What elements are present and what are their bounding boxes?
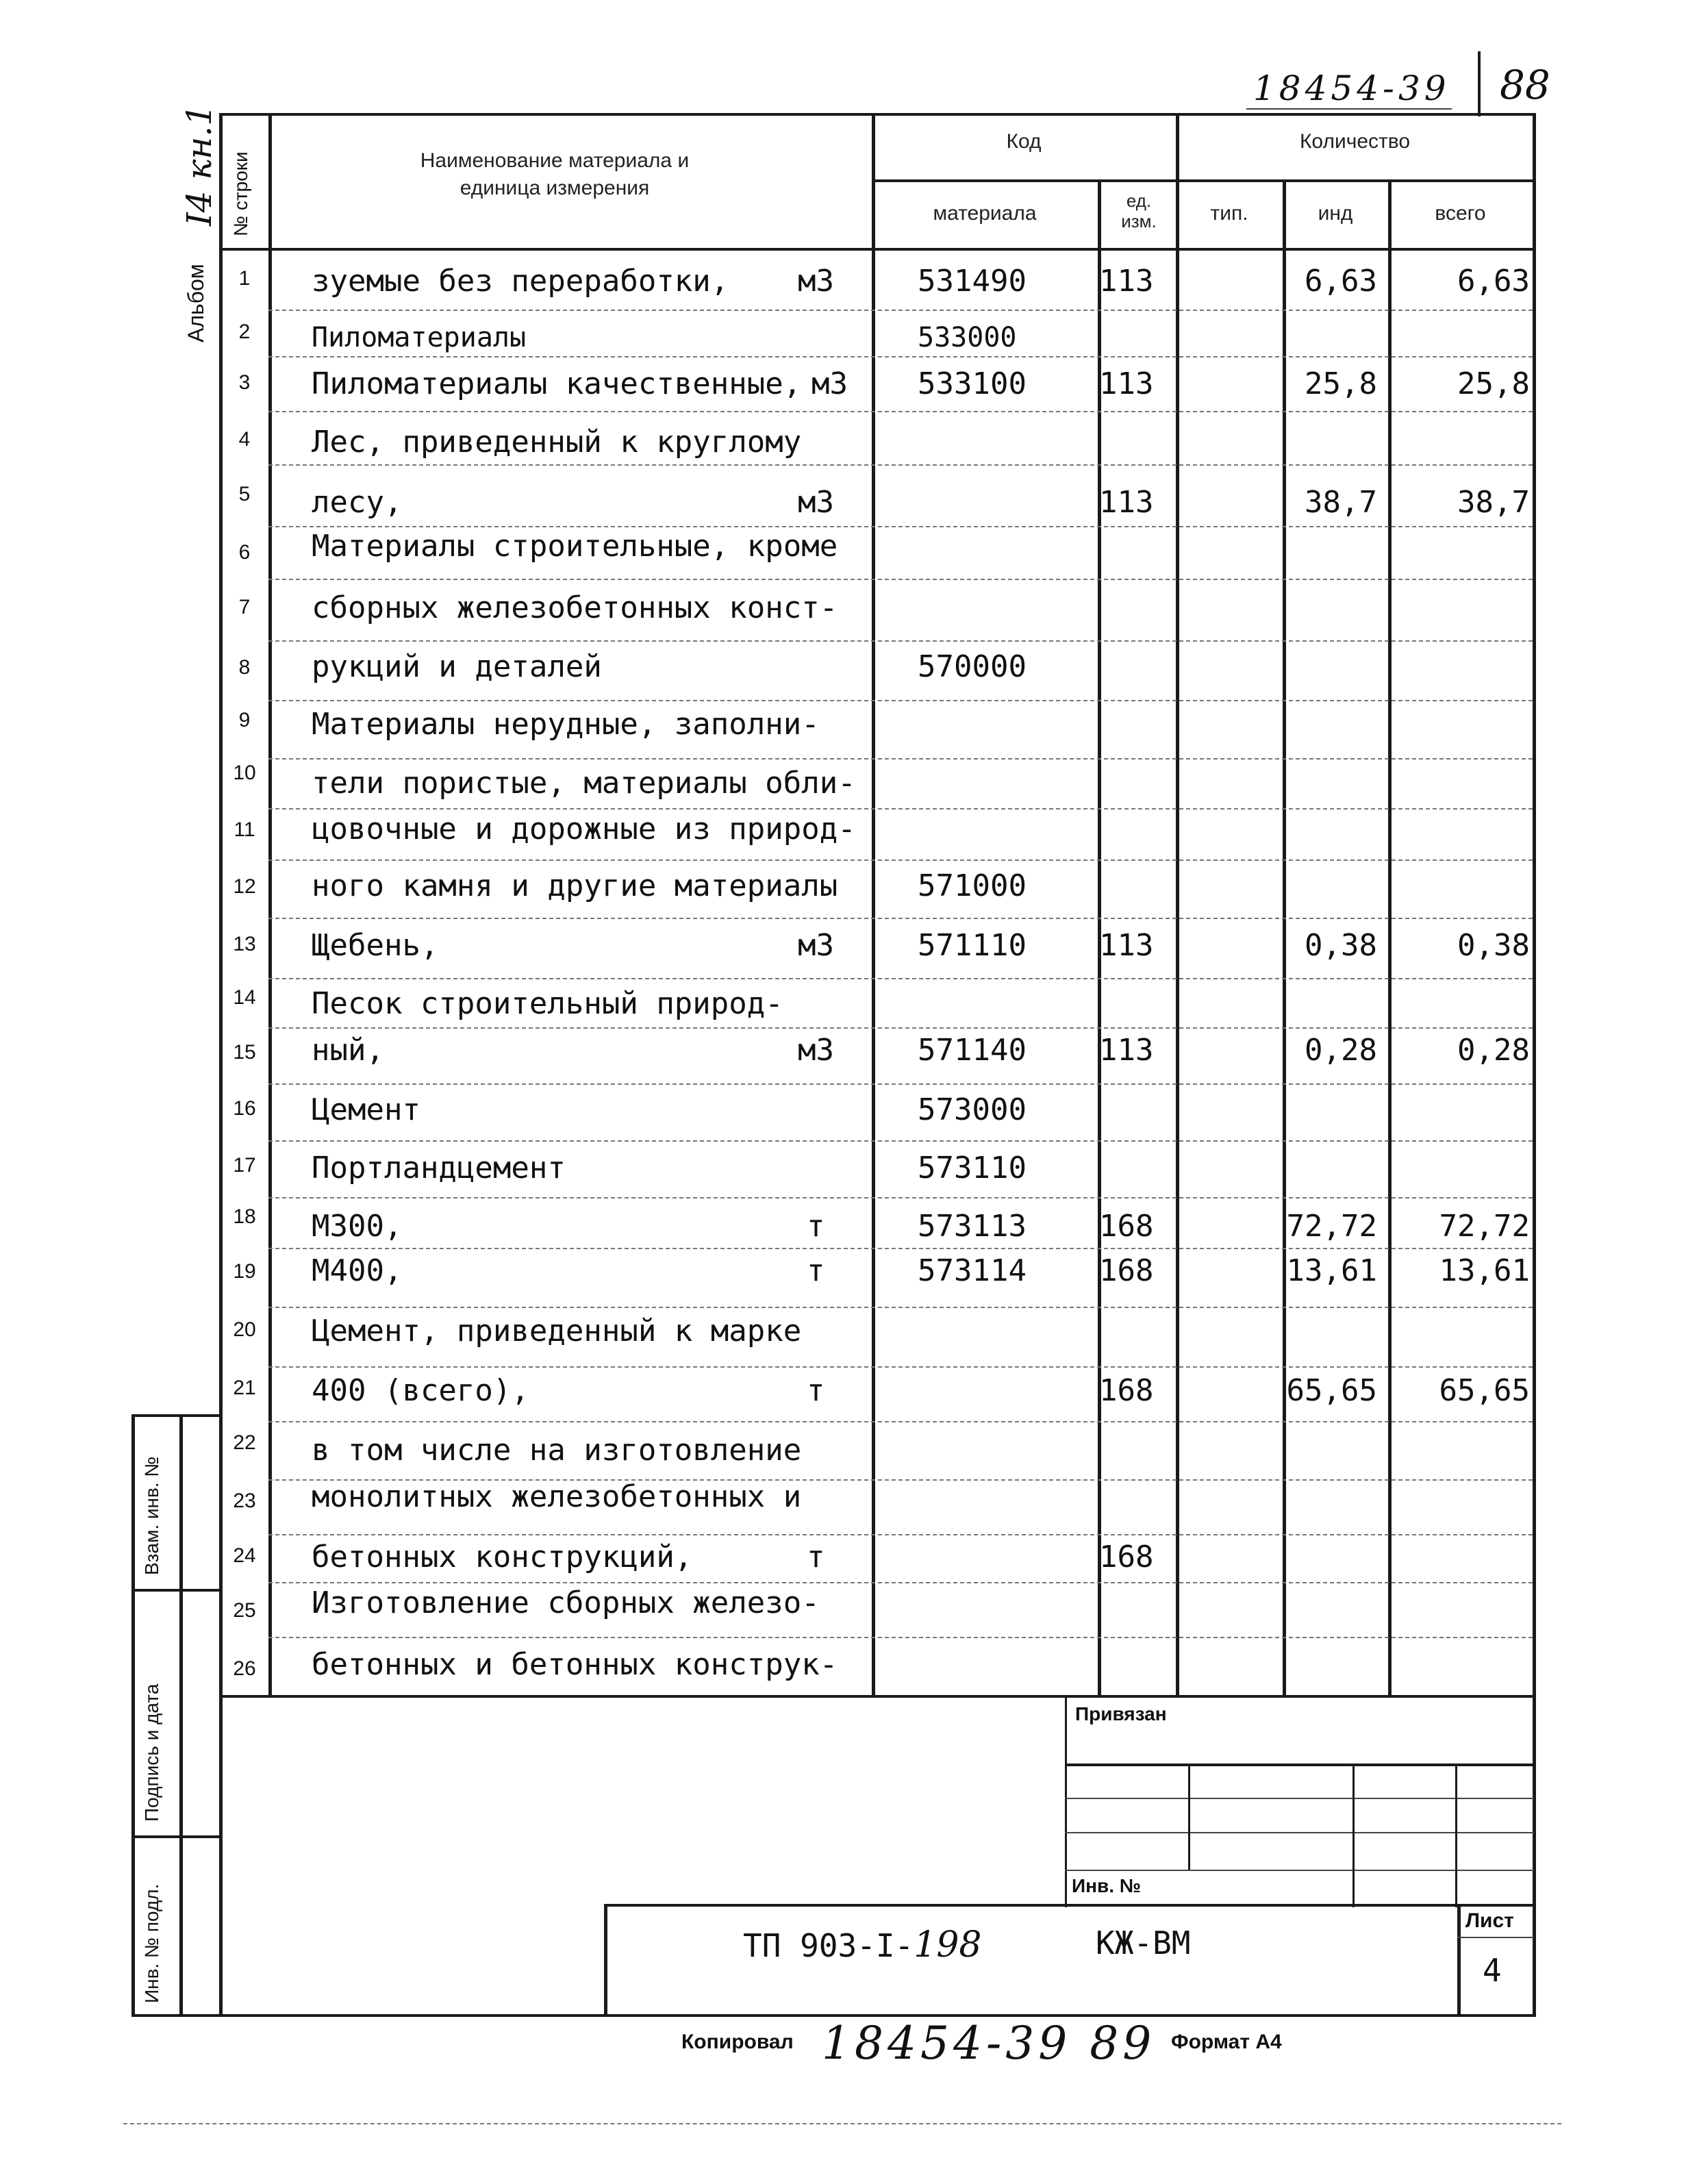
- side-stamp-mid-border: [179, 1414, 183, 2017]
- unit-code: 168: [1099, 1373, 1154, 1408]
- row-number: 22: [233, 1431, 256, 1454]
- side-stamp-sep1: [131, 1589, 221, 1592]
- row-sep: [268, 310, 1533, 311]
- header-quantity: Количество: [1299, 130, 1411, 153]
- unit: т: [807, 1253, 825, 1288]
- side-stamp-podpis: Подпись и дата: [141, 1683, 162, 1822]
- qty-ind: 65,65: [1286, 1373, 1377, 1408]
- material-code: 531490: [918, 264, 1027, 299]
- row-sep: [268, 1582, 1533, 1583]
- row-sep: [268, 1534, 1533, 1535]
- row-number: 9: [238, 709, 251, 731]
- doc-code: [743, 1924, 982, 1966]
- material-code: 571110: [918, 928, 1027, 963]
- doc-mark: КЖ-ВМ: [1096, 1924, 1191, 1961]
- album-label: Альбом: [184, 264, 208, 342]
- row-number: 6: [238, 541, 251, 564]
- material-name: монолитных железобетонных и: [312, 1479, 802, 1514]
- material-name: Изготовление сборных железо-: [312, 1585, 820, 1620]
- row-number: 3: [238, 371, 251, 394]
- col-sep-typ: [1283, 179, 1286, 1696]
- privyazan-grid-line: [1065, 1870, 1534, 1871]
- privyazan-grid-col: [1352, 1763, 1355, 1907]
- row-sep: [268, 1248, 1533, 1249]
- row-number: 16: [233, 1097, 256, 1120]
- row-sep: [268, 1027, 1533, 1029]
- sheet-corner-number: 88: [1500, 62, 1550, 108]
- unit: м3: [798, 928, 834, 963]
- material-name: ный,: [312, 1033, 384, 1068]
- material-name: рукций и деталей: [312, 649, 602, 684]
- qty-total: 38,7: [1457, 485, 1530, 520]
- row-number: 13: [233, 933, 256, 955]
- qty-total: 72,72: [1439, 1209, 1530, 1244]
- qty-total: 0,38: [1457, 928, 1530, 963]
- row-sep: [268, 1366, 1533, 1368]
- material-name: Цемент: [312, 1092, 420, 1127]
- row-sep: [268, 1637, 1533, 1638]
- copied-value: 18454-39 89: [822, 2017, 1156, 2070]
- row-sep: [268, 859, 1533, 861]
- row-sep: [268, 640, 1533, 642]
- row-number: 11: [234, 818, 255, 841]
- side-stamp-left-border: [131, 1414, 135, 2017]
- table-body-bottom: [219, 1695, 1534, 1698]
- album-value: I4 кн.1: [179, 104, 219, 226]
- row-number: 26: [233, 1657, 256, 1680]
- material-name: М400,: [312, 1253, 403, 1288]
- row-sep: [268, 356, 1533, 357]
- row-number: 17: [233, 1154, 256, 1177]
- doc-block-left: [604, 1904, 607, 2015]
- material-code: 533100: [918, 366, 1027, 401]
- material-code: 573110: [918, 1151, 1027, 1185]
- material-name: цовочные и дорожные из природ-: [312, 812, 856, 846]
- header-qty-ind: инд: [1318, 202, 1353, 225]
- privyazan-grid-col: [1188, 1763, 1190, 1870]
- material-name: зуемые без переработки,: [312, 264, 729, 299]
- table-right-border: [1533, 113, 1536, 2017]
- material-code: 533000: [918, 322, 1017, 353]
- top-number-underline: [1246, 108, 1452, 110]
- row-number: 19: [233, 1260, 256, 1283]
- material-name: Лес, приведенный к круглому: [312, 425, 802, 460]
- material-name: Материалы строительные, кроме: [312, 529, 838, 564]
- qty-ind: 13,61: [1286, 1253, 1377, 1288]
- list-block-sep: [1457, 1937, 1534, 1938]
- row-number: 5: [238, 483, 251, 505]
- material-code: 570000: [918, 649, 1027, 684]
- side-stamp-inv-podl: Инв. № подл.: [141, 1883, 162, 2003]
- row-number: 15: [233, 1041, 256, 1064]
- list-label: Лист: [1465, 1909, 1514, 1932]
- col-sep-ed: [1176, 113, 1179, 1696]
- qty-ind: 0,38: [1305, 928, 1377, 963]
- row-sep: [268, 526, 1533, 527]
- qty-total: 25,8: [1457, 366, 1530, 401]
- material-name: Материалы нерудные, заполни-: [312, 707, 820, 742]
- row-number: 4: [238, 428, 251, 451]
- row-sep: [268, 1083, 1533, 1085]
- row-number: 8: [238, 656, 251, 679]
- row-number: 7: [238, 596, 251, 618]
- row-number: 23: [233, 1490, 256, 1512]
- unit: м3: [798, 264, 834, 299]
- row-number: 18: [233, 1205, 256, 1228]
- material-name: бетонных конструкций,: [312, 1540, 693, 1574]
- inv-no-label: Инв. №: [1072, 1875, 1142, 1896]
- unit-code: 113: [1099, 485, 1154, 520]
- material-code: 571140: [918, 1033, 1027, 1068]
- unit: т: [807, 1373, 825, 1408]
- row-sep: [268, 700, 1533, 701]
- material-name: Цемент, приведенный к марке: [312, 1314, 802, 1348]
- material-name: Песок строительный природ-: [312, 986, 783, 1021]
- material-code: 571000: [918, 868, 1027, 903]
- header-mid-line: [872, 179, 1534, 182]
- col-sep-rownum: [268, 113, 272, 1696]
- material-name: Портландцемент: [312, 1151, 566, 1185]
- list-value: 4: [1483, 1952, 1502, 1989]
- row-number: 10: [233, 762, 256, 784]
- unit-code: 168: [1099, 1253, 1154, 1288]
- header-code: Код: [1006, 130, 1042, 153]
- unit: м3: [798, 485, 834, 520]
- unit: м3: [811, 366, 848, 401]
- row-sep: [268, 411, 1533, 412]
- material-name: М300,: [312, 1209, 403, 1244]
- material-name: тели пористые, материалы обли-: [312, 766, 856, 801]
- material-name: бетонных и бетонных конструк-: [312, 1647, 838, 1682]
- unit-code: 168: [1099, 1209, 1154, 1244]
- unit: м3: [798, 1033, 834, 1068]
- header-qty-typ: тип.: [1210, 202, 1248, 225]
- qty-total: 6,63: [1457, 264, 1530, 299]
- row-number: 2: [238, 321, 251, 343]
- row-number: 25: [233, 1599, 256, 1622]
- material-name: Щебень,: [312, 928, 439, 963]
- header-code-material: материала: [933, 202, 1037, 225]
- table-top-border: [219, 113, 1535, 116]
- row-sep: [268, 758, 1533, 760]
- material-name: Пиломатериалы качественные,: [312, 366, 802, 401]
- unit-code: 113: [1099, 1033, 1154, 1068]
- header-code-unit: ед. изм.: [1121, 190, 1157, 231]
- material-code: 573000: [918, 1092, 1027, 1127]
- privyazan-grid-line: [1065, 1798, 1534, 1799]
- material-name: 400 (всего),: [312, 1373, 529, 1408]
- privyazan-label: Привязан: [1075, 1703, 1167, 1724]
- header-qty-total: всего: [1435, 202, 1486, 225]
- unit-code: 168: [1099, 1540, 1154, 1574]
- row-number: 20: [233, 1318, 256, 1341]
- qty-ind: 6,63: [1305, 264, 1377, 299]
- qty-ind: 38,7: [1305, 485, 1377, 520]
- row-number: 14: [233, 986, 256, 1009]
- row-sep: [268, 1197, 1533, 1198]
- col-sep-name: [872, 113, 875, 1696]
- row-number: 24: [233, 1544, 256, 1567]
- top-document-number: 18454-39: [1253, 68, 1450, 108]
- material-name: в том числе на изготовление: [312, 1433, 802, 1468]
- row-sep: [268, 464, 1533, 466]
- material-code: 573113: [918, 1209, 1027, 1244]
- row-sep: [268, 808, 1533, 809]
- unit-code: 113: [1099, 264, 1154, 299]
- row-sep: [268, 918, 1533, 919]
- material-code: 573114: [918, 1253, 1027, 1288]
- privyazan-grid-line: [1065, 1832, 1534, 1833]
- material-name: ного камня и другие материалы: [312, 868, 838, 903]
- qty-total: 0,28: [1457, 1033, 1530, 1068]
- row-sep: [268, 1140, 1533, 1142]
- privyazan-grid-col: [1455, 1763, 1457, 1907]
- privyazan-grid-line: [1065, 1763, 1534, 1766]
- unit: т: [807, 1540, 825, 1574]
- row-number: 12: [233, 875, 256, 898]
- qty-ind: 25,8: [1305, 366, 1377, 401]
- unit: т: [807, 1209, 825, 1244]
- header-name: Наименование материала и единица измерения: [420, 149, 690, 199]
- copied-label: Копировал: [681, 2031, 794, 2053]
- corner-divider: [1478, 51, 1481, 116]
- side-stamp-vzam: Взам. инв. №: [141, 1456, 162, 1575]
- side-stamp-sep2: [131, 1835, 221, 1838]
- table-left-border: [219, 113, 223, 2017]
- qty-ind: 72,72: [1286, 1209, 1377, 1244]
- col-sep-ind: [1388, 179, 1392, 1696]
- row-sep: [268, 978, 1533, 979]
- side-stamp-top: [131, 1414, 221, 1417]
- unit-code: 113: [1099, 928, 1154, 963]
- row-sep: [268, 1307, 1533, 1308]
- material-name: Пиломатериалы: [312, 322, 527, 353]
- header-row-no: № строки: [230, 151, 251, 236]
- doc-block-top: [604, 1904, 1534, 1907]
- privyazan-left: [1065, 1695, 1067, 1907]
- row-sep: [268, 1421, 1533, 1422]
- row-sep: [268, 579, 1533, 580]
- row-number: 1: [238, 267, 251, 290]
- qty-total: 13,61: [1439, 1253, 1530, 1288]
- material-name: лесу,: [312, 485, 403, 520]
- page-bottom-rule: [123, 2123, 1561, 2124]
- format-label: Формат А4: [1171, 2031, 1282, 2053]
- qty-ind: 0,28: [1305, 1033, 1377, 1068]
- qty-total: 65,65: [1439, 1373, 1530, 1408]
- header-bottom-line: [219, 248, 1534, 251]
- unit-code: 113: [1099, 366, 1154, 401]
- list-block-left: [1457, 1904, 1461, 2015]
- doc-code-prefix: ТП 903-I-: [743, 1927, 914, 1964]
- material-name: сборных железобетонных конст-: [312, 590, 838, 625]
- doc-code-hand: 198: [914, 1924, 982, 1966]
- row-number: 21: [233, 1377, 256, 1399]
